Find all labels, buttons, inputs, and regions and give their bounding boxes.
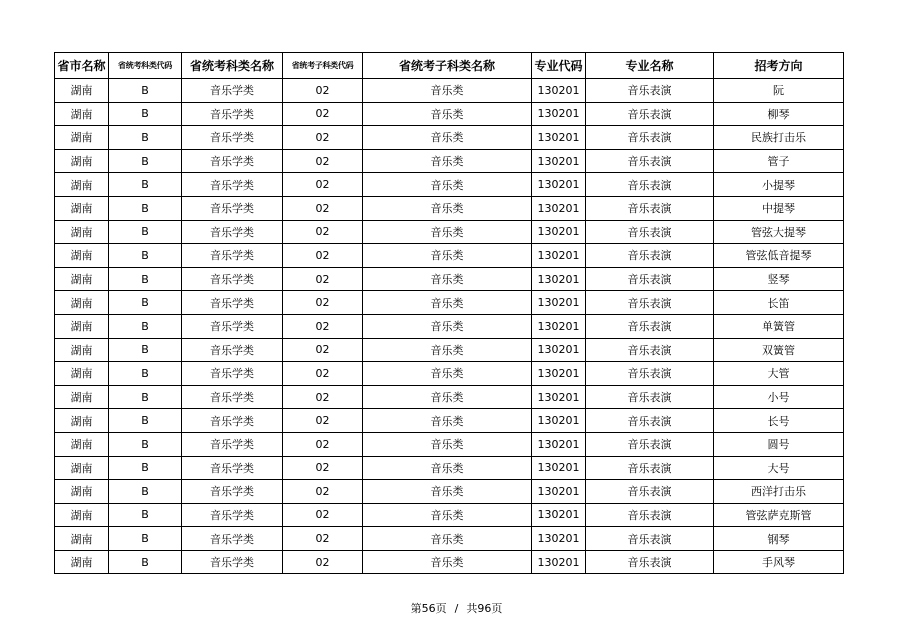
cell-subcategory-name: 音乐类 [363, 102, 532, 126]
cell-subcategory-name: 音乐类 [363, 291, 532, 315]
cell-major-name: 音乐表演 [586, 173, 714, 197]
cell-province: 湖南 [55, 362, 109, 386]
cell-province: 湖南 [55, 503, 109, 527]
cell-subcategory-name: 音乐类 [363, 527, 532, 551]
cell-subcategory-name: 音乐类 [363, 432, 532, 456]
cell-category-code: B [109, 385, 182, 409]
cell-direction: 民族打击乐 [714, 126, 844, 150]
cell-province: 湖南 [55, 550, 109, 574]
cell-major-code: 130201 [532, 338, 586, 362]
cell-category-name: 音乐学类 [182, 291, 283, 315]
cell-direction: 单簧管 [714, 314, 844, 338]
cell-category-name: 音乐学类 [182, 102, 283, 126]
cell-major-name: 音乐表演 [586, 102, 714, 126]
table-row [55, 550, 844, 574]
cell-subcategory-name: 音乐类 [363, 220, 532, 244]
cell-subcategory-name: 音乐类 [363, 126, 532, 150]
cell-subcategory-code: 02 [283, 149, 363, 173]
header-major-name: 专业名称 [586, 53, 714, 79]
cell-category-name: 音乐学类 [182, 244, 283, 268]
header-category-code: 省统考科类代码 [109, 53, 182, 79]
cell-province: 湖南 [55, 267, 109, 291]
cell-subcategory-name: 音乐类 [363, 196, 532, 220]
cell-direction: 管弦大提琴 [714, 220, 844, 244]
table-row [55, 267, 844, 291]
cell-province: 湖南 [55, 385, 109, 409]
table-row [55, 432, 844, 456]
cell-major-code: 130201 [532, 503, 586, 527]
cell-direction: 长号 [714, 409, 844, 433]
cell-subcategory-code: 02 [283, 527, 363, 551]
cell-direction: 圆号 [714, 432, 844, 456]
cell-subcategory-name: 音乐类 [363, 314, 532, 338]
cell-subcategory-code: 02 [283, 173, 363, 197]
cell-category-code: B [109, 456, 182, 480]
cell-category-code: B [109, 503, 182, 527]
table-row [55, 362, 844, 386]
cell-category-name: 音乐学类 [182, 79, 283, 103]
header-subcategory-code: 省统考子科类代码 [283, 53, 363, 79]
cell-subcategory-code: 02 [283, 503, 363, 527]
table-row [55, 314, 844, 338]
cell-province: 湖南 [55, 220, 109, 244]
cell-category-code: B [109, 149, 182, 173]
header-subcategory-name: 省统考子科类名称 [363, 53, 532, 79]
cell-category-code: B [109, 173, 182, 197]
cell-major-code: 130201 [532, 314, 586, 338]
cell-category-name: 音乐学类 [182, 220, 283, 244]
table-body [55, 79, 844, 574]
admissions-table [54, 52, 844, 574]
cell-direction: 大管 [714, 362, 844, 386]
cell-major-code: 130201 [532, 456, 586, 480]
cell-direction: 竖琴 [714, 267, 844, 291]
cell-province: 湖南 [55, 432, 109, 456]
table-row [55, 244, 844, 268]
cell-category-name: 音乐学类 [182, 550, 283, 574]
cell-direction: 长笛 [714, 291, 844, 315]
cell-subcategory-name: 音乐类 [363, 480, 532, 504]
cell-direction: 中提琴 [714, 196, 844, 220]
cell-subcategory-code: 02 [283, 244, 363, 268]
cell-province: 湖南 [55, 102, 109, 126]
cell-subcategory-code: 02 [283, 550, 363, 574]
cell-category-name: 音乐学类 [182, 362, 283, 386]
cell-category-code: B [109, 267, 182, 291]
admissions-table-sheet [54, 52, 843, 574]
cell-major-code: 130201 [532, 527, 586, 551]
cell-subcategory-code: 02 [283, 338, 363, 362]
cell-category-code: B [109, 291, 182, 315]
cell-major-name: 音乐表演 [586, 79, 714, 103]
cell-subcategory-code: 02 [283, 385, 363, 409]
cell-major-name: 音乐表演 [586, 149, 714, 173]
cell-major-name: 音乐表演 [586, 550, 714, 574]
cell-category-name: 音乐学类 [182, 126, 283, 150]
table-row [55, 385, 844, 409]
cell-subcategory-code: 02 [283, 362, 363, 386]
header-major-code: 专业代码 [532, 53, 586, 79]
header-direction: 招考方向 [714, 53, 844, 79]
cell-province: 湖南 [55, 196, 109, 220]
cell-category-code: B [109, 314, 182, 338]
cell-category-name: 音乐学类 [182, 314, 283, 338]
cell-major-name: 音乐表演 [586, 220, 714, 244]
table-row [55, 149, 844, 173]
cell-major-code: 130201 [532, 126, 586, 150]
cell-subcategory-code: 02 [283, 79, 363, 103]
cell-subcategory-code: 02 [283, 314, 363, 338]
cell-direction: 双簧管 [714, 338, 844, 362]
cell-major-code: 130201 [532, 196, 586, 220]
cell-category-name: 音乐学类 [182, 432, 283, 456]
cell-category-name: 音乐学类 [182, 173, 283, 197]
cell-category-name: 音乐学类 [182, 480, 283, 504]
cell-subcategory-code: 02 [283, 196, 363, 220]
page-total: 共96页 [466, 602, 503, 615]
cell-category-code: B [109, 196, 182, 220]
cell-subcategory-name: 音乐类 [363, 385, 532, 409]
cell-major-name: 音乐表演 [586, 456, 714, 480]
table-row [55, 102, 844, 126]
cell-direction: 柳琴 [714, 102, 844, 126]
cell-major-name: 音乐表演 [586, 126, 714, 150]
cell-major-code: 130201 [532, 102, 586, 126]
cell-major-name: 音乐表演 [586, 196, 714, 220]
cell-category-name: 音乐学类 [182, 527, 283, 551]
cell-major-name: 音乐表演 [586, 409, 714, 433]
cell-province: 湖南 [55, 314, 109, 338]
cell-category-code: B [109, 126, 182, 150]
table-row [55, 480, 844, 504]
cell-province: 湖南 [55, 527, 109, 551]
cell-subcategory-code: 02 [283, 102, 363, 126]
cell-subcategory-code: 02 [283, 456, 363, 480]
cell-category-name: 音乐学类 [182, 409, 283, 433]
table-row [55, 338, 844, 362]
cell-category-code: B [109, 338, 182, 362]
cell-category-code: B [109, 244, 182, 268]
cell-major-code: 130201 [532, 244, 586, 268]
cell-subcategory-name: 音乐类 [363, 244, 532, 268]
cell-category-code: B [109, 527, 182, 551]
cell-category-name: 音乐学类 [182, 385, 283, 409]
header-category-name: 省统考科类名称 [182, 53, 283, 79]
cell-major-name: 音乐表演 [586, 244, 714, 268]
cell-province: 湖南 [55, 456, 109, 480]
cell-subcategory-name: 音乐类 [363, 267, 532, 291]
cell-category-code: B [109, 220, 182, 244]
cell-major-code: 130201 [532, 550, 586, 574]
cell-province: 湖南 [55, 338, 109, 362]
cell-direction: 小号 [714, 385, 844, 409]
cell-major-code: 130201 [532, 267, 586, 291]
cell-subcategory-code: 02 [283, 432, 363, 456]
cell-subcategory-name: 音乐类 [363, 173, 532, 197]
table-header-row [55, 53, 844, 79]
cell-direction: 西洋打击乐 [714, 480, 844, 504]
cell-category-code: B [109, 79, 182, 103]
cell-subcategory-name: 音乐类 [363, 503, 532, 527]
cell-direction: 小提琴 [714, 173, 844, 197]
cell-major-name: 音乐表演 [586, 291, 714, 315]
table-row [55, 409, 844, 433]
cell-category-code: B [109, 480, 182, 504]
cell-province: 湖南 [55, 173, 109, 197]
cell-subcategory-code: 02 [283, 291, 363, 315]
cell-major-code: 130201 [532, 480, 586, 504]
cell-major-code: 130201 [532, 362, 586, 386]
page-footer [0, 600, 913, 616]
table-row [55, 291, 844, 315]
cell-subcategory-name: 音乐类 [363, 456, 532, 480]
cell-province: 湖南 [55, 149, 109, 173]
cell-province: 湖南 [55, 79, 109, 103]
cell-major-name: 音乐表演 [586, 362, 714, 386]
cell-category-code: B [109, 409, 182, 433]
cell-category-name: 音乐学类 [182, 149, 283, 173]
cell-province: 湖南 [55, 244, 109, 268]
cell-category-name: 音乐学类 [182, 196, 283, 220]
cell-major-name: 音乐表演 [586, 267, 714, 291]
cell-major-code: 130201 [532, 291, 586, 315]
cell-category-code: B [109, 102, 182, 126]
table-row [55, 527, 844, 551]
cell-subcategory-name: 音乐类 [363, 409, 532, 433]
cell-major-code: 130201 [532, 409, 586, 433]
table-row [55, 126, 844, 150]
cell-direction: 管子 [714, 149, 844, 173]
cell-subcategory-name: 音乐类 [363, 79, 532, 103]
cell-major-code: 130201 [532, 220, 586, 244]
cell-category-code: B [109, 362, 182, 386]
cell-major-code: 130201 [532, 432, 586, 456]
cell-subcategory-code: 02 [283, 267, 363, 291]
cell-category-code: B [109, 432, 182, 456]
cell-category-name: 音乐学类 [182, 503, 283, 527]
cell-major-name: 音乐表演 [586, 480, 714, 504]
header-province-name: 省市名称 [55, 53, 109, 79]
cell-province: 湖南 [55, 291, 109, 315]
cell-subcategory-name: 音乐类 [363, 338, 532, 362]
cell-subcategory-name: 音乐类 [363, 550, 532, 574]
cell-province: 湖南 [55, 480, 109, 504]
cell-subcategory-name: 音乐类 [363, 362, 532, 386]
cell-major-code: 130201 [532, 173, 586, 197]
cell-major-name: 音乐表演 [586, 503, 714, 527]
cell-category-name: 音乐学类 [182, 456, 283, 480]
cell-province: 湖南 [55, 126, 109, 150]
table-row [55, 196, 844, 220]
cell-major-name: 音乐表演 [586, 314, 714, 338]
cell-subcategory-code: 02 [283, 480, 363, 504]
table-row [55, 79, 844, 103]
cell-direction: 大号 [714, 456, 844, 480]
cell-subcategory-name: 音乐类 [363, 149, 532, 173]
cell-major-code: 130201 [532, 385, 586, 409]
cell-major-name: 音乐表演 [586, 385, 714, 409]
cell-category-code: B [109, 550, 182, 574]
cell-major-code: 130201 [532, 149, 586, 173]
cell-province: 湖南 [55, 409, 109, 433]
table-row [55, 173, 844, 197]
cell-category-name: 音乐学类 [182, 267, 283, 291]
table-row [55, 220, 844, 244]
cell-major-code: 130201 [532, 79, 586, 103]
page-separator: / [454, 602, 459, 615]
cell-major-name: 音乐表演 [586, 338, 714, 362]
cell-major-name: 音乐表演 [586, 527, 714, 551]
cell-subcategory-code: 02 [283, 409, 363, 433]
cell-category-name: 音乐学类 [182, 338, 283, 362]
cell-direction: 阮 [714, 79, 844, 103]
page-number: 第56页 [410, 602, 447, 615]
cell-direction: 手风琴 [714, 550, 844, 574]
cell-direction: 管弦萨克斯管 [714, 503, 844, 527]
cell-subcategory-code: 02 [283, 220, 363, 244]
table-row [55, 503, 844, 527]
cell-direction: 钢琴 [714, 527, 844, 551]
cell-major-name: 音乐表演 [586, 432, 714, 456]
table-row [55, 456, 844, 480]
cell-subcategory-code: 02 [283, 126, 363, 150]
cell-direction: 管弦低音提琴 [714, 244, 844, 268]
